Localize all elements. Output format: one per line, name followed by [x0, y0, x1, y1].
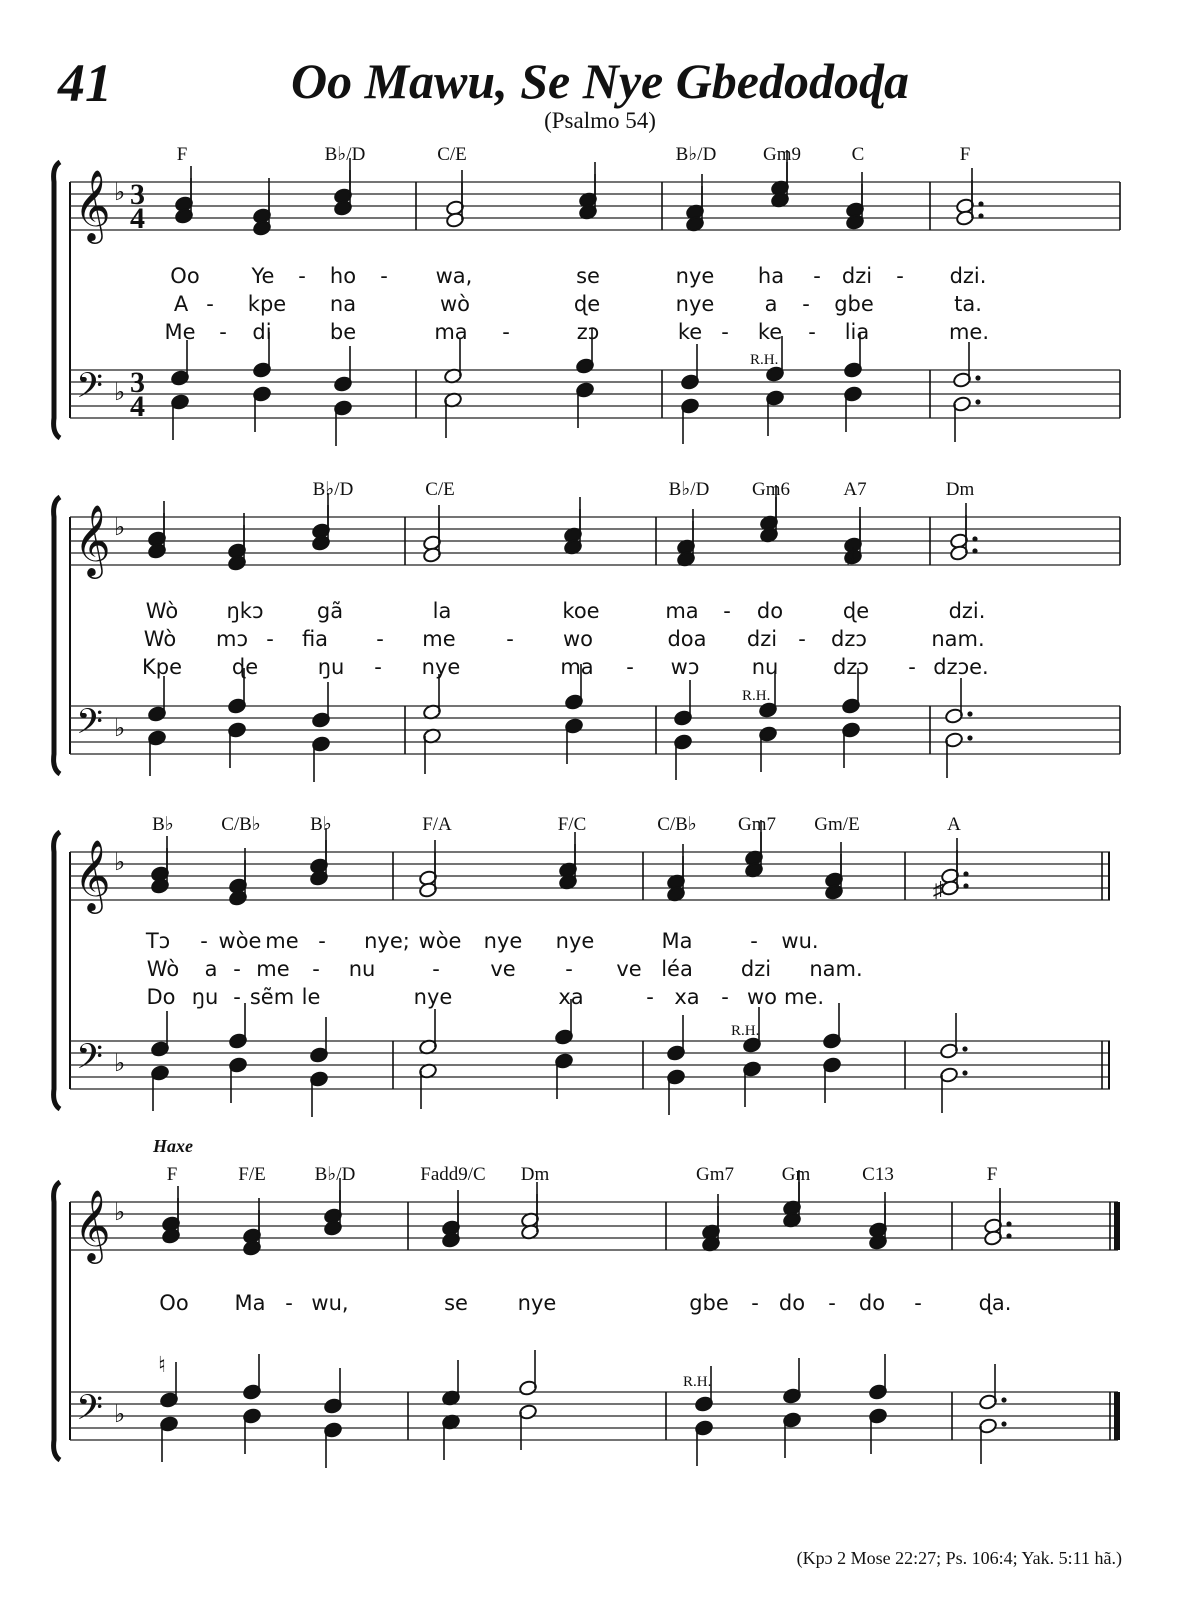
sharp-accidental: ♯	[845, 543, 856, 568]
lyric-hyphen: -	[750, 929, 758, 953]
lyric-syllable: na	[329, 292, 357, 316]
lyric-hyphen: -	[374, 655, 382, 679]
chord-symbol: Fadd9/C	[420, 1164, 486, 1185]
treble-clef: 𝄞	[74, 1192, 111, 1260]
note	[868, 1408, 887, 1454]
key-signature-flat: ♭	[114, 1051, 126, 1077]
note	[822, 1057, 841, 1103]
lyric-syllable: le	[301, 985, 321, 1009]
lyric-syllable: fia	[301, 627, 329, 651]
lyric-verse-2	[144, 627, 985, 651]
lyric-syllable: Do	[146, 985, 176, 1009]
chord-symbol: F	[176, 144, 188, 165]
system-2	[54, 479, 1120, 782]
sharp-accidental: ♯	[933, 877, 944, 902]
note	[868, 1354, 887, 1400]
lyric-syllable: Wò	[146, 957, 180, 981]
lyric-syllable: ɖe	[573, 292, 601, 316]
lyric-syllable: la	[432, 599, 452, 623]
lyric-syllable: dzi.	[948, 599, 986, 623]
chord-symbol: F	[959, 144, 971, 165]
lyric-syllable: nye	[421, 655, 461, 679]
lyric-syllable: wò	[439, 292, 471, 316]
lyric-syllable: ho	[329, 264, 357, 288]
chord-symbol: F	[986, 1164, 998, 1185]
chord-symbol: C/B♭	[221, 814, 261, 835]
treble-staff	[70, 1202, 1118, 1250]
chord-symbol: B♭	[310, 814, 332, 835]
lyric-syllable: ve	[490, 957, 516, 981]
lyric-syllable: wa,	[435, 264, 473, 288]
lyric-syllable: me	[265, 929, 299, 953]
lyric-syllable: léa	[661, 957, 693, 981]
lyric-hyphen: -	[721, 985, 729, 1009]
dot	[963, 871, 968, 876]
lyric-hyphen: -	[380, 264, 388, 288]
note	[940, 838, 968, 884]
chord-symbol: F/C	[557, 814, 587, 835]
lyric-syllable: gbe	[689, 1291, 729, 1315]
lyric-hyphen: -	[233, 985, 241, 1009]
dot	[975, 375, 980, 380]
lyric-syllable: do	[756, 599, 784, 623]
note	[554, 1053, 573, 1099]
note	[441, 1360, 460, 1406]
lyric-syllable: a	[764, 292, 778, 316]
chord-symbol: B♭/D	[312, 479, 354, 500]
note	[170, 340, 189, 386]
dot	[963, 883, 968, 888]
note	[841, 722, 860, 768]
lyric-hyphen: -	[828, 1291, 836, 1315]
note	[983, 1188, 1011, 1234]
note	[666, 1015, 685, 1061]
lyric-syllable: wo	[746, 985, 778, 1009]
key-signature-flat: ♭	[114, 850, 126, 876]
note	[782, 1358, 801, 1404]
chord-symbol: C/B♭	[657, 814, 697, 835]
note	[422, 674, 441, 720]
lyric-syllable: kpe	[247, 292, 287, 316]
chord-symbol: Dm	[520, 1164, 550, 1185]
lyric-syllable: Me	[164, 320, 196, 344]
note	[418, 1063, 437, 1109]
note	[575, 382, 594, 428]
lyric-verse-1	[146, 599, 986, 623]
dot	[975, 399, 980, 404]
chord-symbol: B♭/D	[324, 144, 366, 165]
bass-clef: 𝄢	[76, 704, 104, 750]
note	[673, 734, 692, 780]
note	[147, 730, 166, 776]
right-hand-mark: R.H.	[742, 688, 771, 704]
lyric-syllable: ɖe	[231, 655, 259, 679]
lyric-syllable: ke	[677, 320, 703, 344]
lyric-syllable: wòe	[218, 929, 262, 953]
bass-clef: 𝄢	[76, 368, 104, 414]
note	[978, 1418, 1006, 1464]
lyric-verse-3	[142, 655, 989, 679]
lyric-hyphen: -	[646, 985, 654, 1009]
treble-clef: 𝄞	[74, 842, 111, 910]
key-signature-flat: ♭	[114, 1402, 126, 1428]
chord-symbol: Gm	[781, 1164, 811, 1185]
lyric-syllable: koe	[562, 599, 600, 623]
dot	[1006, 1233, 1011, 1238]
bass-clef: 𝄢	[76, 1390, 104, 1436]
system-3	[54, 814, 1110, 1117]
lyric-syllable: dzɔ	[833, 655, 869, 679]
chord-symbol: F/A	[422, 814, 452, 835]
lyric-syllable: nam.	[809, 957, 863, 981]
lyric-verse-1	[159, 1291, 1011, 1315]
bass-staff	[70, 1392, 1118, 1440]
system-1	[54, 144, 1120, 446]
note	[150, 1011, 169, 1057]
note	[227, 722, 246, 768]
lyric-hyphen: -	[266, 627, 274, 651]
lyric-verse-1	[145, 929, 819, 953]
note	[944, 732, 972, 778]
chord-symbol: Gm7	[696, 1164, 734, 1185]
note	[309, 1017, 328, 1063]
right-hand-mark: R.H.	[750, 352, 779, 368]
lyric-hyphen: -	[506, 627, 514, 651]
chord-symbol: B♭/D	[675, 144, 717, 165]
note	[147, 676, 166, 722]
chord-symbol: C	[851, 144, 865, 165]
lyric-hyphen: -	[219, 320, 227, 344]
dot	[972, 536, 977, 541]
dot	[978, 213, 983, 218]
lyric-syllable: do	[858, 1291, 886, 1315]
time-signature-bottom: 4	[130, 202, 145, 235]
system-bracket	[54, 832, 60, 1109]
lyric-syllable: xa	[674, 985, 700, 1009]
lyric-syllable: ma	[560, 655, 594, 679]
key-signature-flat: ♭	[114, 716, 126, 742]
lyric-syllable: sẽm	[249, 985, 295, 1009]
lyric-syllable: Oo	[159, 1291, 189, 1315]
dot	[972, 548, 977, 553]
note	[443, 338, 462, 384]
dot	[1001, 1397, 1006, 1402]
chord-symbol: C/E	[437, 144, 467, 165]
note	[955, 168, 983, 214]
system-bracket	[54, 162, 60, 438]
note	[159, 1416, 178, 1462]
lyric-syllable: me	[256, 957, 290, 981]
natural-accidental: ♮	[158, 1352, 166, 1377]
note	[680, 398, 699, 444]
chord-symbol: Gm7	[738, 814, 776, 835]
lyric-syllable: wo	[562, 627, 594, 651]
lyric-hyphen: -	[908, 655, 916, 679]
lyric-hyphen: -	[798, 627, 806, 651]
note	[252, 386, 271, 432]
time-signature-top: 3	[130, 366, 145, 399]
note	[309, 1071, 328, 1117]
lyric-syllable: nye;	[364, 929, 410, 953]
lyric-syllable: nye	[555, 929, 595, 953]
note	[441, 1414, 460, 1460]
note	[822, 1003, 841, 1049]
lyric-syllable: xa	[558, 985, 584, 1009]
key-signature-flat: ♭	[114, 380, 126, 406]
lyric-syllable: ma	[665, 599, 699, 623]
lyric-syllable: ma	[434, 320, 468, 344]
note	[323, 1422, 342, 1468]
dot	[962, 1046, 967, 1051]
dot	[967, 735, 972, 740]
lyric-hyphen: -	[914, 1291, 922, 1315]
hymn-number: 41	[58, 53, 112, 113]
lyric-syllable: dzɔe.	[933, 655, 989, 679]
lyric-syllable: Kpe	[141, 655, 183, 679]
chord-symbol: Gm9	[763, 144, 801, 165]
hymn-title: Oo Mawu, Se Nye Gbedodoɖa	[290, 53, 910, 109]
lyric-syllable: nye	[517, 1291, 557, 1315]
key-signature-flat: ♭	[114, 1200, 126, 1226]
note	[843, 386, 862, 432]
lyric-syllable: se	[444, 1291, 468, 1315]
note	[518, 1404, 537, 1450]
note	[242, 1408, 261, 1454]
lyric-verse-3	[146, 985, 824, 1009]
lyric-syllable: do	[778, 1291, 806, 1315]
dot	[1001, 1421, 1006, 1426]
lyric-syllable: dzi	[746, 627, 778, 651]
lyric-hyphen: -	[206, 292, 214, 316]
lyric-verse-2	[174, 292, 982, 316]
chord-symbol: A	[947, 814, 961, 835]
lyric-syllable: ke	[757, 320, 783, 344]
lyric-syllable: wɔ	[670, 655, 700, 679]
lyric-syllable: nye	[675, 292, 715, 316]
lyric-syllable: wu.	[781, 929, 819, 953]
note	[694, 1420, 713, 1466]
lyric-syllable: lia	[844, 320, 870, 344]
chord-symbol: Dm	[945, 479, 975, 500]
lyric-syllable: Wò	[145, 599, 179, 623]
chord-symbol: B♭/D	[668, 479, 710, 500]
note	[782, 1412, 801, 1458]
lyric-verse-3	[164, 320, 989, 344]
lyric-syllable: se	[576, 264, 600, 288]
lyric-syllable: mɔ	[216, 627, 248, 651]
scripture-reference: (Kpɔ 2 Mose 22:27; Ps. 106:4; Yak. 5:11 hã.)	[796, 1548, 1122, 1568]
lyric-hyphen: -	[432, 957, 440, 981]
key-signature-flat: ♭	[114, 180, 126, 206]
lyric-syllable: ta.	[954, 292, 982, 316]
lyric-syllable: Wò	[143, 627, 177, 651]
note	[952, 396, 980, 442]
lyric-syllable: me	[422, 627, 456, 651]
lyric-hyphen: -	[626, 655, 634, 679]
lyric-syllable: nam.	[931, 627, 985, 651]
lyric-syllable: ɖa.	[978, 1291, 1012, 1315]
note	[949, 503, 977, 549]
lyric-syllable: nye	[675, 264, 715, 288]
note	[564, 718, 583, 764]
lyric-hyphen: -	[312, 957, 320, 981]
note	[333, 400, 352, 446]
note	[323, 1368, 342, 1414]
lyric-hyphen: -	[200, 929, 208, 953]
lyric-syllable: zɔ	[576, 320, 600, 344]
note	[150, 1065, 169, 1111]
treble-clef: 𝄞	[74, 507, 111, 575]
lyric-hyphen: -	[298, 264, 306, 288]
lyric-hyphen: -	[723, 599, 731, 623]
lyric-syllable: ŋkɔ	[226, 599, 264, 623]
lyric-syllable: ha	[757, 264, 785, 288]
lyric-syllable: ve	[616, 957, 642, 981]
lyric-syllable: gbe	[834, 292, 874, 316]
lyric-syllable: me.	[783, 985, 825, 1009]
dot	[1006, 1221, 1011, 1226]
lyric-syllable: Oo	[170, 264, 200, 288]
lyric-syllable: be	[329, 320, 357, 344]
lyric-syllable: gã	[316, 599, 344, 623]
lyric-syllable: Ma	[234, 1291, 266, 1315]
lyric-syllable: dzi	[841, 264, 873, 288]
lyric-syllable: ŋu	[317, 655, 345, 679]
system-4	[54, 1164, 1118, 1468]
lyric-hyphen: -	[502, 320, 510, 344]
note	[242, 1354, 261, 1400]
lyric-hyphen: -	[896, 264, 904, 288]
note	[939, 1067, 967, 1113]
lyric-syllable: A	[173, 292, 189, 316]
lyric-syllable: wòe	[418, 929, 462, 953]
lyric-verse-2	[147, 957, 863, 981]
lyric-syllable: dzi	[740, 957, 772, 981]
lyric-syllable: me.	[948, 320, 990, 344]
bass-clef: 𝄢	[76, 1039, 104, 1085]
lyric-syllable: di	[252, 320, 272, 344]
key-signature-flat: ♭	[114, 515, 126, 541]
treble-clef: 𝄞	[74, 172, 111, 240]
lyric-hyphen: -	[565, 957, 573, 981]
note	[311, 736, 330, 782]
lyric-syllable: doa	[667, 627, 707, 651]
lyric-hyphen: -	[751, 1291, 759, 1315]
lyric-hyphen: -	[802, 292, 810, 316]
note	[228, 1003, 247, 1049]
note	[443, 392, 462, 438]
right-hand-mark: R.H.	[683, 1374, 712, 1390]
lyric-hyphen: -	[813, 264, 821, 288]
chord-symbol: B♭	[152, 814, 174, 835]
note	[422, 728, 441, 774]
lyric-hyphen: -	[318, 929, 326, 953]
chord-symbol: C/E	[425, 479, 455, 500]
chord-symbol: F/E	[238, 1164, 266, 1185]
lyric-hyphen: -	[376, 627, 384, 651]
dot	[967, 711, 972, 716]
chord-symbol: A7	[843, 479, 867, 500]
lyric-hyphen: -	[285, 1291, 293, 1315]
tempo-mark: Haxe	[153, 1136, 193, 1156]
note	[333, 346, 352, 392]
dot	[978, 201, 983, 206]
right-hand-mark: R.H.	[731, 1023, 760, 1039]
lyric-syllable: dzɔ	[831, 627, 867, 651]
lyric-syllable: nye	[483, 929, 523, 953]
system-bracket	[54, 1182, 60, 1460]
chord-symbol: Gm6	[752, 479, 790, 500]
chord-symbol: B♭/D	[314, 1164, 356, 1185]
note	[311, 682, 330, 728]
system-bracket	[54, 497, 60, 774]
lyric-syllable: Ma	[661, 929, 693, 953]
chord-symbol: F	[166, 1164, 178, 1185]
note	[673, 680, 692, 726]
lyric-syllable: Tɔ	[145, 929, 171, 953]
lyric-hyphen: -	[721, 320, 729, 344]
hymn-subtitle: (Psalmo 54)	[544, 108, 656, 133]
note	[666, 1069, 685, 1115]
lyric-syllable: nu	[348, 957, 376, 981]
lyric-hyphen: -	[808, 320, 816, 344]
note	[228, 1057, 247, 1103]
chord-symbol: C13	[862, 1164, 894, 1185]
lyric-syllable: ɖe	[842, 599, 870, 623]
note	[765, 390, 784, 436]
lyric-syllable: wu,	[311, 1291, 349, 1315]
lyric-syllable: ŋu	[191, 985, 219, 1009]
note	[758, 726, 777, 772]
note	[518, 1350, 537, 1396]
lyric-syllable: nu	[751, 655, 779, 679]
lyric-syllable: nye	[413, 985, 453, 1009]
lyric-syllable: dzi.	[949, 264, 987, 288]
note	[170, 394, 189, 440]
lyric-syllable: a	[204, 957, 218, 981]
time-signature-bottom: 4	[130, 390, 145, 423]
lyric-verse-1	[170, 264, 986, 288]
lyric-syllable: Ye	[251, 264, 275, 288]
note	[680, 344, 699, 390]
note	[742, 1061, 761, 1107]
note	[418, 1009, 437, 1055]
chord-symbol: Gm/E	[814, 814, 860, 835]
dot	[962, 1070, 967, 1075]
time-signature-top: 3	[130, 178, 145, 211]
lyric-hyphen: -	[233, 957, 241, 981]
